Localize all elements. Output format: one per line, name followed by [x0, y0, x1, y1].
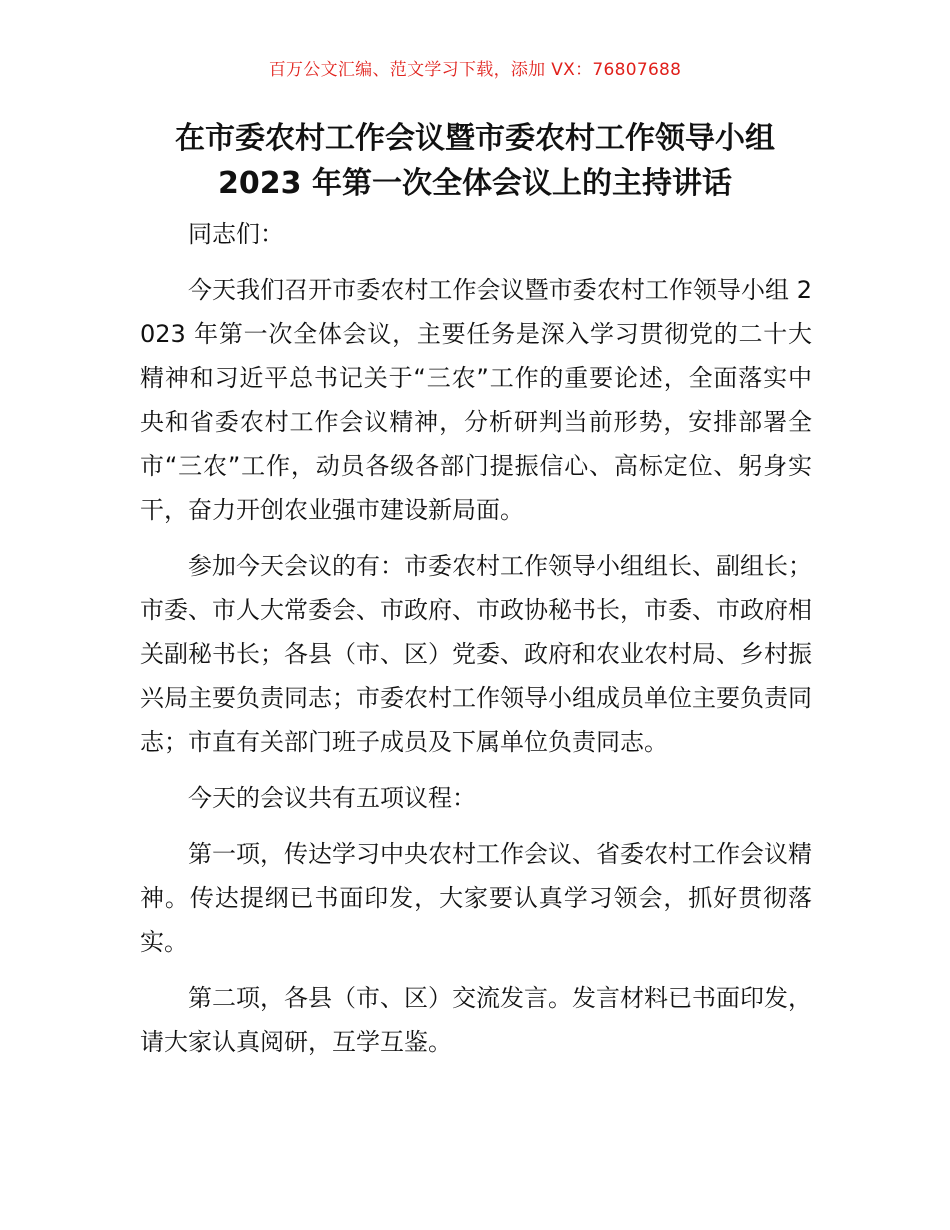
body-paragraph: 第二项，各县（市、区）交流发言。发言材料已书面印发，请大家认真阅研，互学互鉴。	[140, 984, 812, 1056]
body-paragraph: 今天的会议共有五项议程：	[188, 784, 476, 812]
body-paragraph: 第一项，传达学习中央农村工作会议、省委农村工作会议精神。传达提纲已书面印发，大家要认真学习领会，抓好贯彻落实。	[140, 840, 812, 956]
document-title	[100, 116, 850, 206]
body-paragraph: 参加今天会议的有：市委农村工作领导小组组长、副组长；市委、市人大常委会、市政府、市政协秘书长，市委、市政府相关副秘书长；各县（市、区）党委、政府和农业农村局、乡村振兴局主要负责同志；市委农村工作领导小组成员单位主要负责同志；市直有关部门班子成员及下属单位负责同志。	[140, 552, 812, 756]
salutation-paragraph: 同志们：	[188, 220, 284, 248]
header-watermark-note: 百万公文汇编、范文学习下载，添加 VX：76807688	[268, 60, 682, 80]
title-line-2: 2023 年第一次全体会议上的主持讲话	[218, 166, 732, 201]
title-line-1: 在市委农村工作会议暨市委农村工作领导小组	[175, 121, 775, 156]
body-paragraph: 今天我们召开市委农村工作会议暨市委农村工作领导小组 2023 年第一次全体会议，主要任务是深入学习贯彻党的二十大精神和习近平总书记关于“三农”工作的重要论述，全面落实中央和省委农村工作会议精神，分析研判当前形势，安排部署全市“三农”工作，动员各级各部门提振信心、高标定位、躬身实干，奋力开创农业强市建设新局面。	[140, 276, 812, 524]
document-body	[140, 212, 812, 1076]
